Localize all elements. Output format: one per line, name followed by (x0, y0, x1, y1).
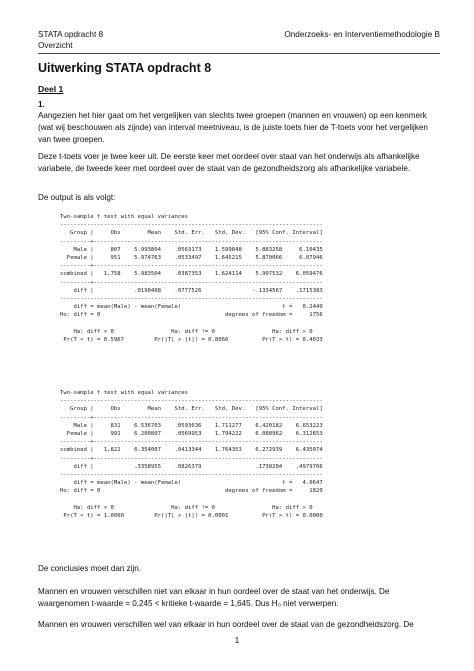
stata-line: Two-sample t test with equal variances (60, 390, 188, 396)
stata-line: diff = mean(Male) - mean(Female) t = 0.2449 (60, 304, 323, 311)
stata-line: Pr(T < t) = 0.5967 Pr(|T| > |t|) = 0.8066 Pr(T > t) = 0.4033 (60, 337, 323, 344)
stata-line: diff | .0190408 .0777526 -.1334567 .1715383 (60, 287, 323, 294)
stata-line: combined | 1,758 5.983504 .0387353 1.624114 5.907532 6.059476 (60, 271, 323, 278)
stata-line: ---------+-------------------------------------------------------------------- (60, 455, 323, 462)
paragraph-2: Deze t-toets voer je twee keer uit. De eerste keer met oordeel over staat van het onderwijs als afhankelijke variabele, de tweede keer met oordeel over de staat van de gezondheidszorg als afhankelijke variabele. (38, 152, 420, 173)
stata-line: combined | 1,822 6.354007 .0413344 1.764353 6.272939 6.435074 (60, 447, 323, 454)
paragraph-1: Aangezien het hier gaat om het vergelijken van slechts twee groepen (mannen en vrouwen) op een kenmerk (wat wij beschouwen als zijnde) van interval meetniveau, is de juiste toets hier de T-toets voor het vergelijken van twee groepen. (38, 111, 428, 144)
stata-line (60, 320, 410, 328)
document-title: Uitwerking STATA opdracht 8 (38, 61, 212, 75)
stata-line: Group | Obs Mean Std. Err. Std. Dev. [95% Conf. Interval] (60, 406, 323, 413)
stata-output-2 (60, 389, 410, 520)
stata-line: ---------+-------------------------------------------------------------------- (60, 414, 323, 421)
stata-line: Ha: diff < 0 Ha: diff != 0 Ha: diff > 0 (60, 504, 313, 511)
page-number: 1 (234, 636, 240, 645)
stata-line: ---------+-------------------------------------------------------------------- (60, 279, 323, 286)
header-sub: Overzicht (38, 41, 73, 50)
stata-line: Group | Obs Mean Std. Err. Std. Dev. [95% Conf. Interval] (60, 230, 323, 237)
stata-line: Male | 807 5.993804 .0563173 1.599848 5.883258 6.10435 (60, 246, 323, 253)
stata-line: ------------------------------------------------------------------------------ (60, 296, 323, 303)
stata-line: ---------+-------------------------------------------------------------------- (60, 238, 323, 245)
stata-line: Male | 831 6.536703 .0593636 1.711277 6.420182 6.653223 (60, 422, 323, 429)
stata-line: Ho: diff = 0 degrees of freedom = 1756 (60, 312, 323, 319)
stata-line: Female | 991 6.200807 .0569953 1.794222 6.088962 6.312653 (60, 431, 323, 438)
stata-line: Two-sample t test with equal variances (60, 214, 188, 220)
paragraph-4: De conclusies moet dan zijn. (38, 564, 142, 573)
header-left: STATA opdracht 8 (38, 30, 104, 39)
stata-line: diff = mean(Male) - mean(Female) t = 4.0647 (60, 480, 323, 487)
stata-output-1 (60, 213, 410, 344)
stata-line (60, 496, 410, 504)
header-divider (38, 53, 440, 54)
stata-line: ------------------------------------------------------------------------------ (60, 398, 323, 405)
question-number: 1. (38, 100, 45, 109)
header-right: Onderzoeks- en Interventiemethodologie B (284, 30, 440, 39)
stata-line: ------------------------------------------------------------------------------ (60, 472, 323, 479)
paragraph-3: De output is als volgt: (38, 193, 116, 202)
stata-line: Pr(T < t) = 1.0000 Pr(|T| > |t|) = 0.0001 Pr(T > t) = 0.0000 (60, 513, 323, 520)
paragraph-5: Mannen en vrouwen verschillen niet van elkaar in hun oordeel over de staat van het onderwijs. De waargenomen t-waarde = 0,245 < kritieke t-waarde = 1,645. Dus H₀ niet verwerpen. (38, 587, 390, 608)
stata-line: ---------+-------------------------------------------------------------------- (60, 439, 323, 446)
stata-line: Ho: diff = 0 degrees of freedom = 1820 (60, 488, 323, 495)
stata-line: Female | 951 5.974763 .0533497 1.645215 5.870066 6.07946 (60, 255, 323, 262)
paragraph-6: Mannen en vrouwen verschillen wel van elkaar in hun oordeel over de staat van de gezondheidszorg. De (38, 620, 414, 629)
stata-line: diff | .3358955 .0826379 .1738204 .4979706 (60, 463, 323, 470)
stata-line: ---------+-------------------------------------------------------------------- (60, 263, 323, 270)
stata-line: ------------------------------------------------------------------------------ (60, 222, 323, 229)
stata-line: Ha: diff < 0 Ha: diff != 0 Ha: diff > 0 (60, 328, 313, 335)
section-heading: Deel 1 (38, 84, 64, 94)
